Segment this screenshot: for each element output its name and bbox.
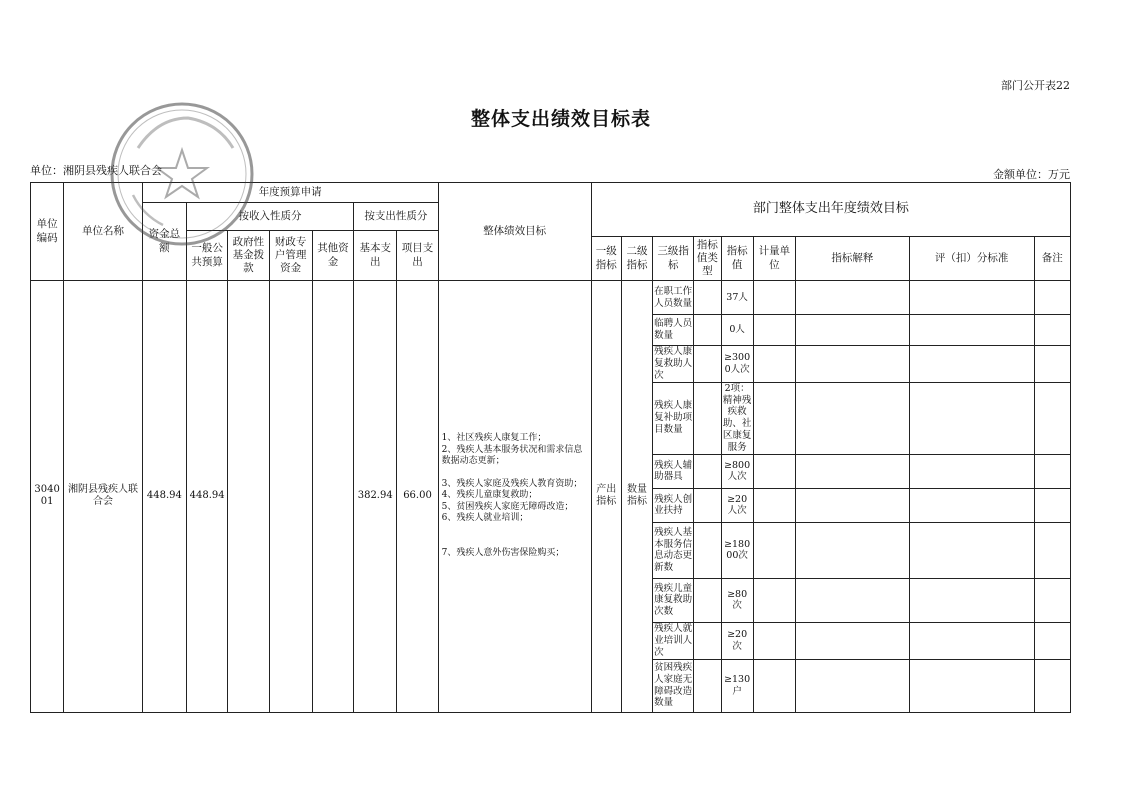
total-amount-cell: 448.94 [142, 281, 186, 713]
indicator-name: 残疾人就业培训人次 [654, 622, 693, 658]
header-by-income: 按收入性质分 [187, 203, 354, 231]
header-general-budget: 一般公共预算 [187, 231, 228, 281]
indicator-value: ≥20次 [721, 622, 753, 659]
unit-code-cell: 304001 [31, 281, 64, 713]
header-level2: 二级指标 [621, 237, 652, 281]
indicator-name: 残疾人辅助器具 [653, 454, 694, 488]
form-number: 部门公开表22 [1001, 79, 1070, 92]
header-gov-fund: 政府性基金拨款 [228, 231, 269, 281]
header-special-account: 财政专户管理资金 [269, 231, 312, 281]
header-annual-budget: 年度预算申请 [142, 183, 438, 203]
special-account-cell [269, 281, 312, 713]
performance-table [30, 182, 1071, 713]
goal-item: 7、残疾人意外伤害保险购买； [441, 548, 565, 558]
header-dept-goal: 部门整体支出年度绩效目标 [591, 183, 1070, 237]
header-project-expense: 项目支出 [397, 231, 438, 281]
header-level1: 一级指标 [591, 237, 621, 281]
indicator-name: 残疾人创业扶持 [653, 488, 694, 522]
indicator-name: 残疾人康复救助人次 [654, 346, 693, 381]
overall-goals-cell [438, 281, 591, 713]
goal-item: 4、残疾儿童康复救助； [441, 490, 538, 501]
other-funds-cell [312, 281, 353, 713]
gov-fund-cell [228, 281, 269, 713]
indicator-value: ≥130户 [721, 659, 753, 712]
indicator-name: 在职工作人员数量 [653, 281, 694, 315]
indicator-name: 贫困残疾人家庭无障碍改造数量 [653, 659, 694, 712]
header-by-expense: 按支出性质分 [354, 203, 439, 231]
indicator-name: 残疾人康复补助项目数量 [653, 382, 694, 454]
page-title: 整体支出绩效目标表 [470, 108, 651, 130]
level1-cell: 产出指标 [591, 281, 621, 713]
indicator-name: 残疾儿童康复救助次数 [653, 578, 694, 622]
indicator-value: ≥80次 [721, 578, 753, 622]
header-other-funds: 其他资金 [312, 231, 353, 281]
indicator-value: ≥800人次 [721, 454, 753, 488]
project-expense-cell: 66.00 [397, 281, 438, 713]
general-budget-cell: 448.94 [187, 281, 228, 713]
header-value: 指标值 [721, 237, 753, 281]
basic-expense-cell: 382.94 [354, 281, 397, 713]
header-overall-goal: 整体绩效目标 [438, 183, 591, 281]
header-measure-unit: 计量单位 [753, 237, 795, 281]
header-total-amount: 资金总额 [142, 203, 186, 281]
goal-item: 1、社区残疾人康复工作； [441, 433, 547, 444]
indicator-value: 37人 [721, 281, 753, 315]
header-explanation: 指标解释 [795, 237, 909, 281]
header-basic-expense: 基本支出 [354, 231, 397, 281]
header-value-type: 指标值类型 [694, 237, 721, 281]
header-unit-code: 单位编码 [31, 183, 64, 281]
header-remarks: 备注 [1034, 237, 1070, 281]
goal-item: 6、残疾人就业培训； [441, 512, 529, 523]
header-scoring: 评（扣）分标准 [909, 237, 1034, 281]
header-unit-name: 单位名称 [64, 183, 143, 281]
goal-item: 5、贫困残疾人家庭无障碍改造； [441, 501, 574, 512]
unit-label: 单位：湘阴县残疾人联合会 [30, 164, 162, 177]
indicator-value: ≥18000次 [721, 522, 753, 578]
indicator-value: ≥3000人次 [721, 346, 753, 383]
indicator-value: ≥20人次 [721, 488, 753, 522]
indicator-name: 残疾人基本服务信息动态更新数 [653, 522, 694, 578]
amount-unit-label: 金额单位：万元 [993, 168, 1070, 181]
indicator-value: 0人 [721, 315, 753, 346]
header-level3: 三级指标 [653, 237, 694, 281]
level2-cell: 数量指标 [621, 281, 652, 713]
goal-item: 3、残疾人家庭及残疾人教育资助； [441, 479, 583, 489]
goal-item: 2、残疾人基本服务状况和需求信息数据动态更新； [441, 444, 583, 466]
unit-name-cell: 湘阴县残疾人联合会 [64, 281, 143, 713]
indicator-value: 2项：精神残疾救助、社区康复服务 [722, 382, 752, 453]
indicator-name: 临聘人员数量 [653, 315, 694, 346]
